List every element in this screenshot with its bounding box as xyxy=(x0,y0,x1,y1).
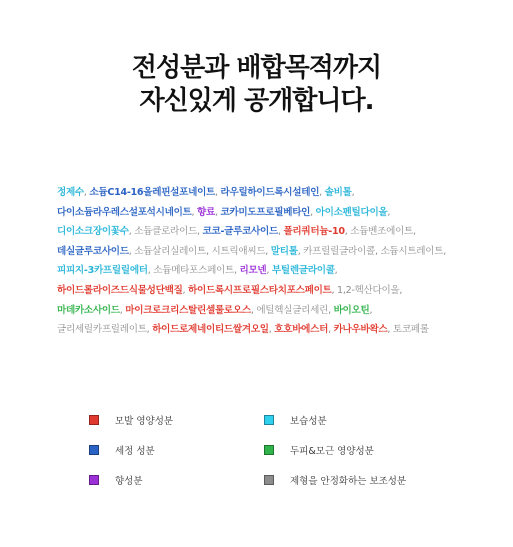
ingredient-highlight: 향료 xyxy=(197,206,215,218)
ingredient-text: , xyxy=(266,265,272,277)
ingredient-text: , xyxy=(215,187,221,198)
ingredient-highlight: 다이소듐라우레스설포석시네이트 xyxy=(57,206,192,218)
ingredient-text: , xyxy=(277,226,284,238)
ingredient-highlight: 아이소펜틸다이올 xyxy=(315,206,388,218)
ingredient-highlight: 바이오틴 xyxy=(333,304,370,316)
ingredient-highlight: 리모넨 xyxy=(239,265,267,277)
legend-label: 보습성분 xyxy=(290,416,327,427)
ingredient-highlight: 하이드롤라이즈드식물성단백질 xyxy=(57,284,183,296)
ingredient-text: , 글리세릴카프릴레이트, xyxy=(57,304,373,336)
legend-swatch xyxy=(264,445,274,455)
ingredient-highlight: 데실글루코사이드 xyxy=(57,245,129,257)
legend-swatch xyxy=(89,415,99,425)
ingredient-text: , xyxy=(83,187,90,198)
ingredient-highlight: 카나우바왁스 xyxy=(333,324,388,336)
ingredient-highlight: 소듐C14-16올레핀설포네이트 xyxy=(89,187,216,198)
legend-item xyxy=(264,473,406,487)
ingredient-text: , xyxy=(268,324,275,336)
ingredient-text: , xyxy=(351,187,355,198)
ingredient-highlight: 코코-글루코사이드 xyxy=(202,226,278,238)
ingredient-text: , 카프릴릴글라이콜, 소듐시트레이트, xyxy=(297,245,446,257)
legend-item xyxy=(264,413,327,427)
legend-swatch xyxy=(89,475,99,485)
ingredient-list xyxy=(57,183,460,340)
ingredient-highlight: 하이드록시프로필스타치포스페이트 xyxy=(188,284,332,296)
ingredient-text: , 소듐메타포스페이트, xyxy=(147,265,240,277)
ingredient-highlight: 폴리쿼터늄-10 xyxy=(283,226,345,238)
ingredient-highlight: 마데카소사이드 xyxy=(57,304,120,316)
legend-item xyxy=(89,443,155,457)
ingredient-text: , xyxy=(191,206,198,218)
ingredient-highlight: 호호바에스터 xyxy=(274,324,329,336)
ingredient-highlight: 솔비톨 xyxy=(324,187,352,198)
legend-swatch xyxy=(264,475,274,485)
ingredient-text: , xyxy=(119,304,126,316)
legend-item xyxy=(264,443,374,457)
page-title xyxy=(0,52,513,118)
legend-label: 세정 성분 xyxy=(115,446,155,457)
legend-item xyxy=(89,473,143,487)
legend-item xyxy=(89,413,173,427)
ingredient-highlight: 정제수 xyxy=(57,187,84,198)
ingredient-text: , 소듐클로라이드, xyxy=(128,226,203,238)
ingredient-text: , 토코페롤 xyxy=(387,324,429,336)
ingredient-text: , 소듐살리실레이트, 시트릭애씨드, xyxy=(128,245,271,257)
title-line-2: 자신있게 공개합니다. xyxy=(139,86,374,116)
ingredient-text: , xyxy=(182,284,189,296)
legend-label: 향성분 xyxy=(115,476,143,487)
legend-label: 두피&모근 영양성분 xyxy=(290,446,374,457)
legend-label: 제형을 안정화하는 보조성분 xyxy=(290,476,407,487)
ingredient-text: , xyxy=(319,187,325,198)
ingredient-highlight: 코카미도프로필베타인 xyxy=(220,206,311,218)
ingredient-highlight: 피피지-3카프릴릴에터 xyxy=(57,265,148,277)
legend-swatch xyxy=(89,445,99,455)
ingredient-text: , xyxy=(310,206,316,218)
title-line-1: 전성분과 배합목적까지 xyxy=(131,53,382,83)
ingredient-text: , xyxy=(214,206,221,218)
ingredient-text: , xyxy=(387,206,391,218)
ingredient-highlight: 말티톨 xyxy=(270,245,298,257)
ingredient-highlight: 마이크로크리스탈린셀룰로오스 xyxy=(125,304,251,316)
ingredient-text: , 에틸헥실글리세린, xyxy=(250,304,334,316)
ingredient-text: , 소듐벤조에이트, xyxy=(344,226,416,238)
ingredient-highlight: 디이소크장이꽃수 xyxy=(57,226,129,238)
ingredient-highlight: 하이드로제네이티드쌀겨오일 xyxy=(152,324,269,336)
ingredient-highlight: 라우릴하이드록시설테인 xyxy=(220,187,320,198)
legend-swatch xyxy=(264,415,274,425)
legend-label: 모발 영양성분 xyxy=(115,416,174,427)
ingredient-text: , xyxy=(334,265,338,277)
ingredient-text: , xyxy=(328,324,334,336)
ingredient-highlight: 부틸렌글라이콜 xyxy=(271,265,335,277)
ingredient-text: , 1,2-헥산다이올, xyxy=(331,284,403,296)
